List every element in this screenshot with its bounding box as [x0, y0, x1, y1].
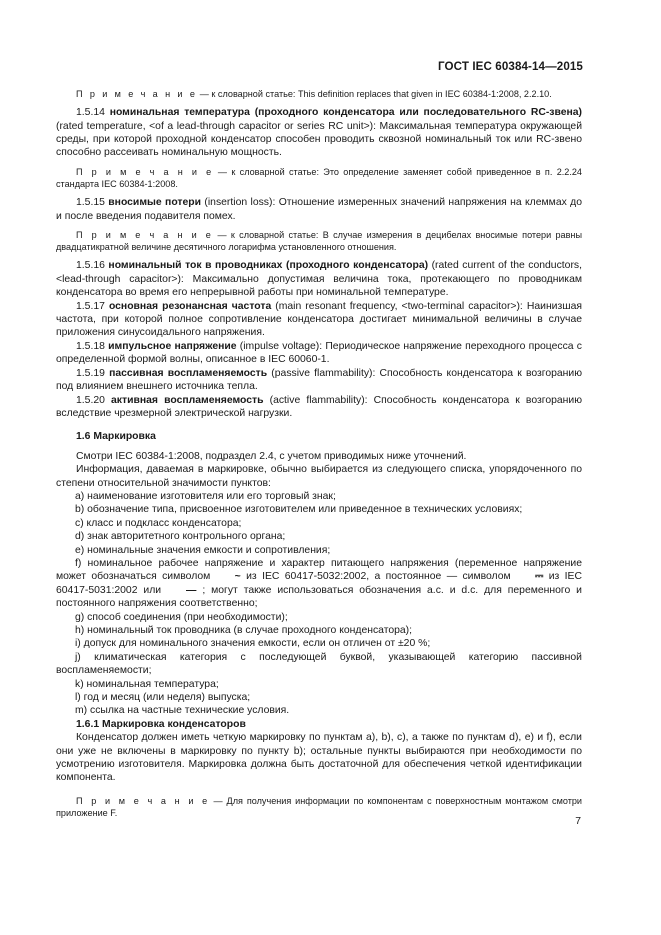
list-item-a: a) наименование изготовителя или его торговый знак; [75, 490, 336, 502]
page-content [56, 88, 582, 819]
note-label: П р и м е ч а н и е [76, 89, 198, 99]
term: активная воспламеняемость [111, 394, 264, 406]
list-item-f: f) номинальное рабочее напряжение и характер питающего напряжения (переменное напряжение может обозначаться символом ~ из IEC 60417-5032:2002, а постоянное — символом ⎓ из IEC 60417-5031:2002 или — ; могут также использоваться обозначения a.c. и d.c. для переменного и постоянного напряжения соответственно; [56, 557, 582, 610]
term: вносимые потери [108, 197, 202, 209]
list-item-j: j) климатическая категория с последующей буквой, указывающей категорию пассивной воспламеняемости; [56, 651, 582, 677]
definition-1-5-18: 1.5.18 импульсное напряжение (impulse voltage): Периодическое напряжение переходного процесса с определенной формой волны, описанное в IEC 60060-1. [56, 340, 583, 366]
definition-1-5-15: 1.5.15 вносимые потери (insertion loss): Отношение измеренных значений напряжения на клеммах до и после введения подавителя помех. [56, 197, 583, 222]
subsection-paragraph: Конденсатор должен иметь четкую маркировку по пунктам a), b), c), а также по пунктам d), e) и f), если они уже не включены в маркировку по пункту b); остальные пункты выбираются при необходимости по усмотрению изготовителя. Маркировка должна быть достаточной для обеспечения четкой идентификации компонента. [56, 732, 582, 784]
term: импульсное напряжение [108, 340, 237, 352]
list-item-g: g) способ соединения (при необходимости); [75, 611, 288, 623]
dc-symbol-icon: ⎓ [535, 571, 544, 583]
definition-1-5-17: 1.5.17 основная резонансная частота (main resonant frequency, <two-terminal capacitor>): Наинизшая частота, при которой полное сопротивление конденсатора достигает минимальной величины в случае приложения синусоидального напряжения. [56, 300, 582, 339]
list-item-k: k) номинальная температура; [75, 678, 219, 690]
list-item-i: i) допуск для номинального значения емкости, если он отличен от ±20 %; [75, 638, 431, 650]
definition-1-5-19: 1.5.19 пассивная воспламеняемость (passive flammability): Способность конденсатора к возгоранию под влиянием внешнего источника тепла. [56, 367, 583, 393]
list-item-d: d) знак авторитетного контрольного органа; [75, 531, 286, 543]
note-label: П р и м е ч а н и е [76, 166, 214, 177]
definition-1-5-16: 1.5.16 номинальный ток в проводниках (проходного конденсатора) (rated current of the conductors, <lead-through capacitor>): Максимально допустимая величина тока, протекающего по проводникам конденсатора во время его непрерывной работы при номинальной температуре. [56, 260, 582, 299]
note-3: П р и м е ч а н и е — к словарной статье: В случае измерения в децибелах вносимые потери равны двадцатикратной величине десятичного логарифма установленного отношения. [56, 230, 582, 253]
note-label: П р и м е ч а н и е [76, 795, 210, 806]
list-item-m: m) ссылка на частные технические условия. [75, 705, 290, 717]
note-label: П р и м е ч а н и е [76, 230, 214, 241]
list-item-b: b) обозначение типа, присвоенное изготовителем или приведенное в технических условиях; [75, 504, 523, 516]
section-heading: 1.6 Маркировка [76, 431, 156, 443]
note-1: П р и м е ч а н и е — к словарной статье: This definition replaces that given in IEC 60384-1:2008, 2.2.10. [76, 89, 552, 99]
dc-line-symbol-icon: — [186, 584, 197, 596]
note-2: П р и м е ч а н и е — к словарной статье: Это определение заменяет собой приведенное в п. 2.2.24 стандарта IEC 60384-1:2008. [56, 166, 582, 190]
term: основная резонансная частота [108, 300, 272, 312]
note-4: П р и м е ч а н и е — Для получения информации по компонентам с поверхностным монтажом смотри приложение F. [56, 795, 582, 819]
term: номинальный ток в проводниках (проходного конденсатора) [108, 260, 429, 272]
ac-symbol-icon: ~ [234, 571, 241, 583]
definition-1-5-20: 1.5.20 активная воспламеняемость (active flammability): Способность конденсатора к возгоранию вследствие чрезмерной электрической нагрузки. [56, 394, 582, 419]
list-item-l: l) год и месяц (или неделя) выпуска; [75, 692, 251, 704]
list-item-e: e) номинальные значения емкости и сопротивления; [75, 544, 331, 556]
list-item-c: c) класс и подкласс конденсатора; [75, 517, 242, 529]
term: номинальная температура (проходного конденсатора или последовательного RC-звена) [109, 107, 583, 119]
marking-paragraph-1: Смотри IEC 60384-1:2008, подраздел 2.4, с учетом приводимых ниже уточнений. [76, 450, 467, 462]
subsection-heading: 1.6.1 Маркировка конденсаторов [76, 718, 246, 730]
standard-designation: ГОСТ IEC 60384-14—2015 [438, 60, 583, 73]
page-number: 7 [575, 816, 581, 827]
marking-paragraph-2: Информация, даваемая в маркировке, обычно выбирается из следующего списка, упорядоченного по степени относительной значимости пунктов: [56, 464, 582, 489]
definition-1-5-14: 1.5.14 номинальная температура (проходного конденсатора или последовательного RC-звена) (rated temperature, <of a lead-through capacitor or series RC unit>): Максимальная температура окружающей среды, при которой проходной конденсатор способен проводить сквозной номинальный ток или RC-звено способно рассеивать номинальную мощность. [56, 107, 583, 159]
list-item-h: h) номинальный ток проводника (в случае проходного конденсатора); [75, 625, 413, 637]
term: пассивная воспламеняемость [109, 367, 268, 379]
